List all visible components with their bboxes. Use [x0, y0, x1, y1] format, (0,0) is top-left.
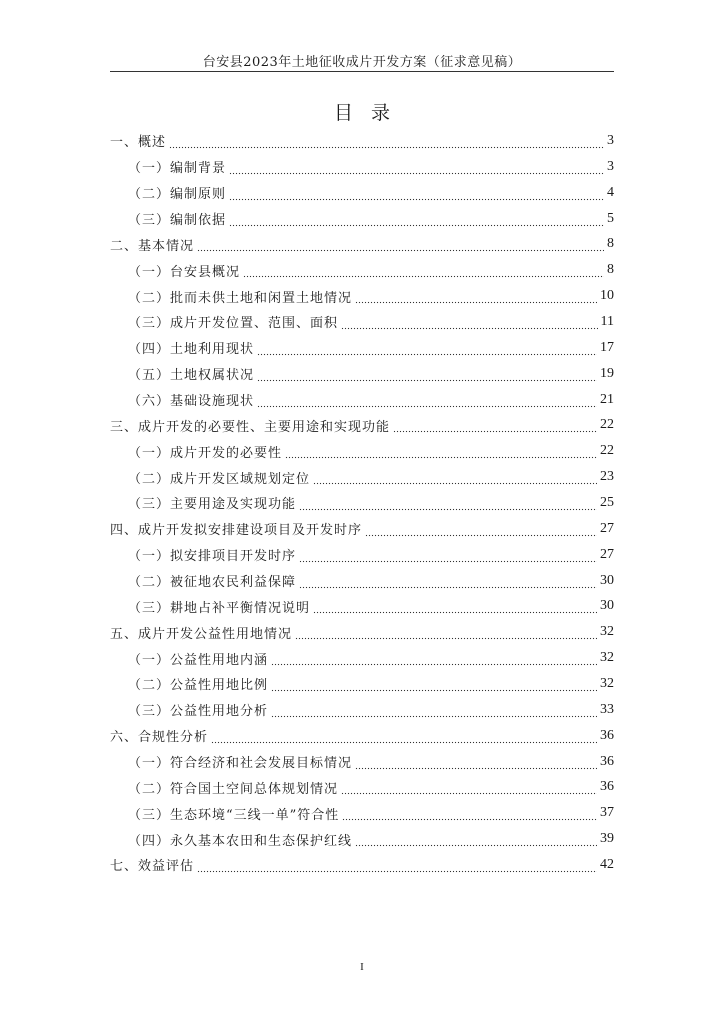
dot-leader [271, 708, 597, 718]
toc-section-entry[interactable] [110, 412, 614, 438]
toc-entry-label: （二）成片开发区域规划定位 [128, 471, 311, 487]
toc-entry-label: （四）土地利用现状 [128, 342, 255, 358]
toc-entry-label: （三）编制依据 [128, 213, 227, 228]
toc-entry-page-number: 11 [600, 313, 614, 329]
toc-entry-page-number: 21 [600, 391, 614, 407]
toc-entry-label: （一）编制背景 [128, 161, 227, 177]
toc-subsection-entry[interactable] [110, 309, 614, 335]
toc-entry-page-number: 32 [600, 675, 614, 691]
running-header: 台安县2023年土地征收成片开发方案（征求意见稿） [202, 55, 522, 70]
dot-leader [342, 811, 597, 821]
toc-entry-page-number: 5 [607, 210, 614, 226]
toc-subsection-entry[interactable] [110, 671, 614, 697]
dot-leader [299, 579, 597, 589]
toc-subsection-entry[interactable] [110, 697, 614, 723]
dot-leader [257, 346, 597, 356]
toc-entry-page-number: 3 [607, 158, 614, 174]
toc-subsection-entry[interactable] [110, 180, 614, 206]
toc-entry-page-number: 37 [600, 805, 614, 821]
toc-entry-page-number: 32 [600, 624, 614, 640]
page-number: I [360, 961, 364, 973]
toc-subsection-entry[interactable] [110, 387, 614, 413]
toc-entry-label: 二、基本情况 [110, 238, 195, 254]
toc-subsection-entry[interactable] [110, 438, 614, 464]
toc-subsection-entry[interactable] [110, 283, 614, 309]
header-rule [110, 71, 614, 72]
toc-entry-page-number: 36 [600, 753, 614, 769]
dot-leader [257, 398, 597, 408]
toc-entry-label: （三）公益性用地分析 [128, 704, 269, 720]
dot-leader [313, 475, 597, 485]
dot-leader [243, 268, 604, 278]
toc-subsection-entry[interactable] [110, 749, 614, 775]
toc-entry-page-number: 3 [607, 132, 614, 148]
toc-subsection-entry[interactable] [110, 206, 614, 232]
toc-entry-label: 六、合规性分析 [110, 730, 209, 746]
toc-entry-page-number: 19 [600, 365, 614, 381]
toc-entry-label: （二）批而未供土地和闲置土地情况 [128, 290, 353, 306]
toc-entry-page-number: 27 [600, 546, 614, 562]
toc-subsection-entry[interactable] [110, 490, 614, 516]
toc-subsection-entry[interactable] [110, 826, 614, 852]
toc-section-entry[interactable] [110, 852, 614, 878]
toc-subsection-entry[interactable] [110, 593, 614, 619]
toc-entry-label: （二）编制原则 [128, 187, 227, 203]
toc-entry-page-number: 42 [600, 856, 614, 872]
toc-subsection-entry[interactable] [110, 335, 614, 361]
dot-leader [295, 630, 597, 640]
dot-leader [271, 656, 597, 666]
toc-entry-label: 五、成片开发公益性用地情况 [110, 626, 293, 642]
toc-entry-page-number: 36 [600, 779, 614, 795]
toc-entry-label: （一）台安县概况 [128, 264, 241, 280]
dot-leader [393, 423, 597, 433]
toc-entry-page-number: 4 [607, 184, 614, 200]
table-of-contents [110, 128, 614, 878]
toc-title: 目录 [333, 102, 408, 124]
toc-subsection-entry[interactable] [110, 800, 614, 826]
dot-leader [229, 191, 604, 201]
toc-entry-page-number: 32 [600, 650, 614, 666]
dot-leader [197, 242, 604, 252]
dot-leader [299, 553, 597, 563]
toc-entry-label: （六）基础设施现状 [128, 394, 255, 410]
toc-entry-label: （二）被征地农民利益保障 [128, 575, 297, 591]
toc-entry-page-number: 30 [600, 598, 614, 614]
toc-entry-page-number: 27 [600, 520, 614, 536]
dot-leader [313, 604, 597, 614]
dot-leader [299, 501, 597, 511]
toc-subsection-entry[interactable] [110, 464, 614, 490]
toc-entry-label: （二）公益性用地比例 [128, 678, 269, 694]
toc-subsection-entry[interactable] [110, 154, 614, 180]
toc-subsection-entry[interactable] [110, 361, 614, 387]
toc-entry-label: （一）公益性用地内涵 [128, 652, 269, 668]
toc-entry-label: 三、成片开发的必要性、主要用途和实现功能 [110, 419, 391, 435]
toc-entry-page-number: 22 [600, 417, 614, 433]
dot-leader [257, 372, 597, 382]
toc-entry-label: （二）符合国土空间总体规划情况 [128, 781, 339, 797]
toc-section-entry[interactable] [110, 516, 614, 542]
toc-entry-page-number: 36 [600, 727, 614, 743]
dot-leader [355, 294, 597, 304]
toc-entry-page-number: 23 [600, 469, 614, 485]
toc-entry-label: （一）符合经济和社会发展目标情况 [128, 756, 353, 772]
toc-entry-label: 七、效益评估 [110, 859, 195, 875]
toc-entry-page-number: 39 [600, 831, 614, 847]
dot-leader [285, 449, 597, 459]
toc-section-entry[interactable] [110, 128, 614, 154]
dot-leader [211, 734, 597, 744]
toc-entry-page-number: 30 [600, 572, 614, 588]
toc-section-entry[interactable] [110, 231, 614, 257]
toc-entry-label: （五）土地权属状况 [128, 368, 255, 384]
toc-entry-label: （四）永久基本农田和生态保护红线 [128, 833, 353, 849]
toc-entry-label: 一、概述 [110, 135, 167, 151]
dot-leader [341, 785, 597, 795]
toc-entry-page-number: 33 [600, 701, 614, 717]
toc-entry-label: （三）生态环境“三线一单”符合性 [128, 807, 340, 823]
dot-leader [355, 760, 597, 770]
toc-entry-label: 四、成片开发拟安排建设项目及开发时序 [110, 523, 363, 539]
toc-section-entry[interactable] [110, 619, 614, 645]
dot-leader [229, 217, 604, 227]
toc-subsection-entry[interactable] [110, 774, 614, 800]
toc-entry-page-number: 8 [607, 262, 614, 278]
toc-entry-label: （一）成片开发的必要性 [128, 445, 283, 461]
toc-entry-page-number: 22 [600, 443, 614, 459]
toc-subsection-entry[interactable] [110, 645, 614, 671]
toc-section-entry[interactable] [110, 723, 614, 749]
toc-subsection-entry[interactable] [110, 568, 614, 594]
dot-leader [355, 837, 597, 847]
toc-entry-label: （一）拟安排项目开发时序 [128, 549, 297, 565]
toc-entry-page-number: 25 [600, 494, 614, 510]
dot-leader [271, 682, 597, 692]
toc-entry-label: （三）主要用途及实现功能 [128, 497, 297, 513]
toc-entry-label: （三）成片开发位置、范围、面积 [128, 316, 339, 332]
toc-entry-label: （三）耕地占补平衡情况说明 [128, 600, 311, 616]
toc-entry-page-number: 8 [607, 236, 614, 252]
dot-leader [169, 139, 604, 149]
dot-leader [229, 165, 604, 175]
dot-leader [197, 863, 597, 873]
toc-subsection-entry[interactable] [110, 257, 614, 283]
toc-subsection-entry[interactable] [110, 542, 614, 568]
dot-leader [365, 527, 597, 537]
toc-entry-page-number: 10 [600, 288, 614, 304]
toc-entry-page-number: 17 [600, 339, 614, 355]
dot-leader [341, 320, 598, 330]
